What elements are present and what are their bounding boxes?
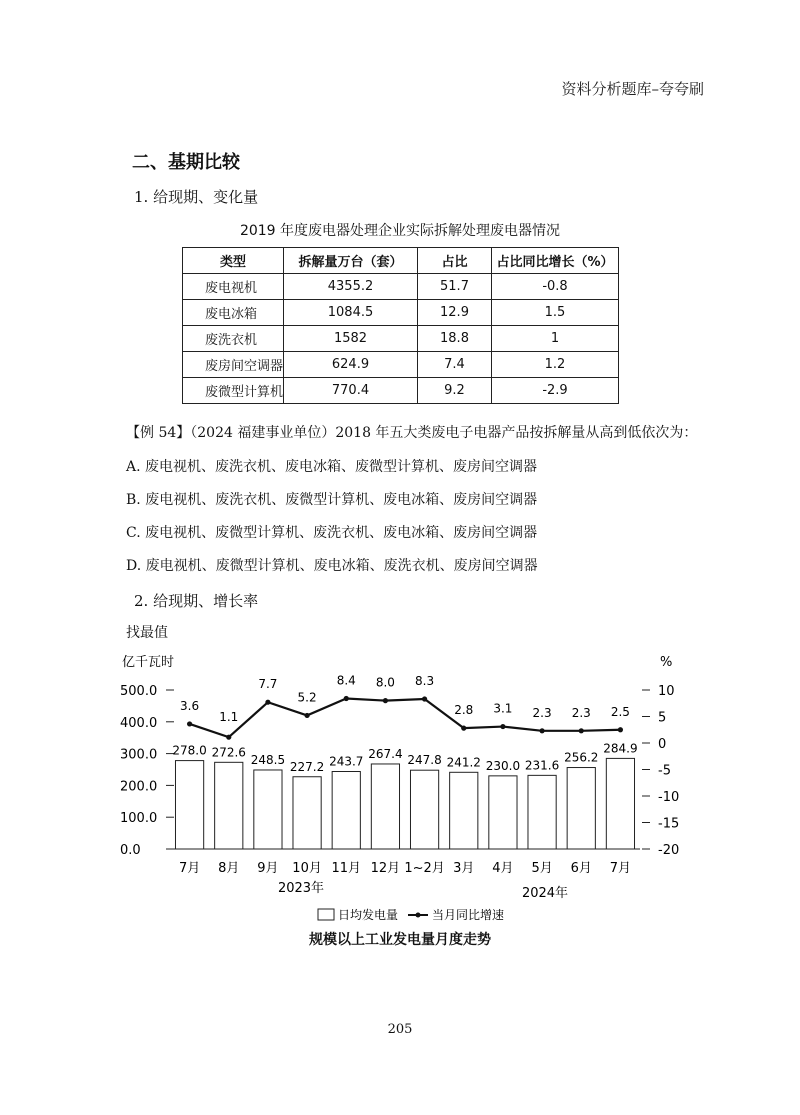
growth-value-label: 2.5 <box>610 704 630 719</box>
growth-value-label: 5.2 <box>297 690 317 705</box>
bar-value-label: 230.0 <box>485 758 521 773</box>
cell-share: 7.4 <box>418 352 492 378</box>
year-label: 2023年 <box>277 881 325 896</box>
right-tick-label: -20 <box>658 843 680 858</box>
bar-value-label: 241.2 <box>446 755 481 770</box>
x-tick-label: 11月 <box>331 861 362 876</box>
table-row <box>183 378 619 404</box>
header-title: 资料分析题库–夸夸刷 <box>561 80 704 98</box>
table-row <box>183 274 619 300</box>
growth-point <box>618 727 623 732</box>
legend-line-marker <box>416 913 421 918</box>
left-tick-label: 0.0 <box>120 843 141 858</box>
legend-line-label: 当月同比增速 <box>432 908 505 922</box>
cell-share: 9.2 <box>418 378 492 404</box>
growth-point <box>304 713 309 718</box>
bar <box>371 764 399 849</box>
column-header-amount: 拆解量万台（套） <box>284 248 418 274</box>
growth-value-label: 8.4 <box>336 673 356 688</box>
cell-growth: 1.2 <box>492 352 619 378</box>
bar <box>489 776 517 849</box>
question-text: 【例 54】（2024 福建事业单位）2018 年五大类废电子电器产品按拆解量从高到低依次为： <box>126 425 698 441</box>
chart-title: 规模以上工业发电量月度走势 <box>309 932 491 948</box>
legend-bar-swatch <box>318 909 334 920</box>
bar-value-label: 248.5 <box>250 752 286 767</box>
table-row <box>183 326 619 352</box>
growth-point <box>539 728 544 733</box>
data-table <box>182 247 619 404</box>
right-tick-label: -15 <box>658 816 680 832</box>
table-row <box>183 300 619 326</box>
cell-type: 废房间空调器 <box>183 352 284 378</box>
bar-value-label: 227.2 <box>289 759 325 774</box>
left-tick-label: 200.0 <box>120 779 158 795</box>
growth-point <box>226 735 231 740</box>
x-tick-label: 3月 <box>453 861 475 876</box>
bar-value-label: 247.8 <box>407 753 442 768</box>
x-tick-label: 9月 <box>257 861 279 876</box>
x-tick-label: 1~2月 <box>404 861 445 876</box>
right-tick-label: -5 <box>658 763 671 779</box>
bar <box>450 772 478 849</box>
combo-chart <box>0 640 800 930</box>
cell-type: 废微型计算机 <box>183 378 284 404</box>
cell-amount: 1582 <box>284 326 418 352</box>
bar <box>254 770 282 849</box>
cell-type: 废洗衣机 <box>183 326 284 352</box>
bar <box>410 770 438 849</box>
cell-type: 废电视机 <box>183 274 284 300</box>
table-caption: 2019 年度废电器处理企业实际拆解处理废电器情况 <box>239 223 561 239</box>
bar-value-label: 278.0 <box>172 743 207 758</box>
left-tick-label: 100.0 <box>120 811 158 827</box>
left-tick-label: 500.0 <box>120 684 158 699</box>
bar-value-label: 284.9 <box>603 741 638 756</box>
bar-value-label: 272.6 <box>211 745 246 760</box>
option-b: B. 废电视机、废洗衣机、废微型计算机、废电冰箱、废房间空调器 <box>126 492 538 508</box>
option-a: A. 废电视机、废洗衣机、废电冰箱、废微型计算机、废房间空调器 <box>126 459 538 475</box>
growth-point <box>500 724 505 729</box>
section-title: 二、基期比较 <box>132 152 240 173</box>
option-c: C. 废电视机、废微型计算机、废洗衣机、废电冰箱、废房间空调器 <box>126 525 538 541</box>
x-tick-label: 12月 <box>370 861 401 876</box>
page-number: 205 <box>387 1022 413 1037</box>
growth-point <box>344 696 349 701</box>
table-row <box>183 352 619 378</box>
subsection-title-1: 1. 给现期、变化量 <box>134 188 259 206</box>
right-tick-label: 5 <box>658 710 667 726</box>
growth-point <box>265 700 270 705</box>
left-tick-label: 400.0 <box>120 715 158 731</box>
bar <box>293 777 321 849</box>
legend-bar-label: 日均发电量 <box>338 908 399 922</box>
column-header-type: 类型 <box>183 248 284 274</box>
column-header-growth: 占比同比增长（%） <box>492 248 619 274</box>
growth-line <box>190 698 621 737</box>
x-tick-label: 7月 <box>609 861 632 876</box>
bar-value-label: 267.4 <box>368 746 403 761</box>
growth-point <box>187 721 192 726</box>
right-axis-unit: % <box>660 655 673 670</box>
bar <box>567 768 595 849</box>
growth-point <box>422 696 427 701</box>
table-header-row <box>183 248 619 274</box>
growth-value-label: 3.6 <box>180 698 200 713</box>
growth-value-label: 2.3 <box>571 705 591 720</box>
year-label: 2024年 <box>521 886 569 901</box>
column-header-share: 占比 <box>418 248 492 274</box>
x-tick-label: 5月 <box>531 861 553 876</box>
right-tick-label: 10 <box>658 684 675 699</box>
growth-point <box>383 698 388 703</box>
bar-value-label: 243.7 <box>329 754 364 769</box>
bar <box>215 762 243 849</box>
growth-value-label: 2.3 <box>532 705 552 720</box>
growth-value-label: 2.8 <box>454 703 474 718</box>
x-tick-label: 4月 <box>492 861 514 876</box>
x-tick-label: 6月 <box>570 861 592 876</box>
cell-amount: 624.9 <box>284 352 418 378</box>
subsection-title-2: 2. 给现期、增长率 <box>134 592 259 610</box>
bar-value-label: 256.2 <box>564 750 599 765</box>
bar <box>332 772 360 849</box>
cell-growth: 1.5 <box>492 300 619 326</box>
bar-value-label: 231.6 <box>524 758 560 773</box>
bar <box>175 761 203 849</box>
growth-value-label: 7.7 <box>258 677 278 692</box>
x-tick-label: 10月 <box>292 861 322 876</box>
subsection-note: 找最值 <box>126 625 168 641</box>
bar <box>606 758 634 849</box>
growth-point <box>461 726 466 731</box>
cell-growth: -0.8 <box>492 274 619 300</box>
growth-value-label: 3.1 <box>493 701 513 716</box>
cell-growth: -2.9 <box>492 378 619 404</box>
growth-value-label: 8.3 <box>415 674 435 689</box>
bar <box>528 775 556 849</box>
right-tick-label: -10 <box>658 790 680 805</box>
cell-share: 18.8 <box>418 326 492 352</box>
cell-share: 51.7 <box>418 274 492 300</box>
growth-value-label: 8.0 <box>375 675 395 690</box>
growth-value-label: 1.1 <box>219 710 239 725</box>
cell-amount: 1084.5 <box>284 300 418 326</box>
cell-amount: 770.4 <box>284 378 418 404</box>
cell-amount: 4355.2 <box>284 274 418 300</box>
cell-growth: 1 <box>492 326 619 352</box>
left-tick-label: 300.0 <box>120 747 158 763</box>
cell-type: 废电冰箱 <box>183 300 284 326</box>
x-tick-label: 7月 <box>178 861 201 876</box>
left-axis-unit: 亿千瓦时 <box>122 655 175 670</box>
cell-share: 12.9 <box>418 300 492 326</box>
x-tick-label: 8月 <box>218 861 240 876</box>
option-d: D. 废电视机、废微型计算机、废电冰箱、废洗衣机、废房间空调器 <box>126 558 538 574</box>
right-tick-label: 0 <box>658 737 667 752</box>
growth-point <box>579 728 584 733</box>
